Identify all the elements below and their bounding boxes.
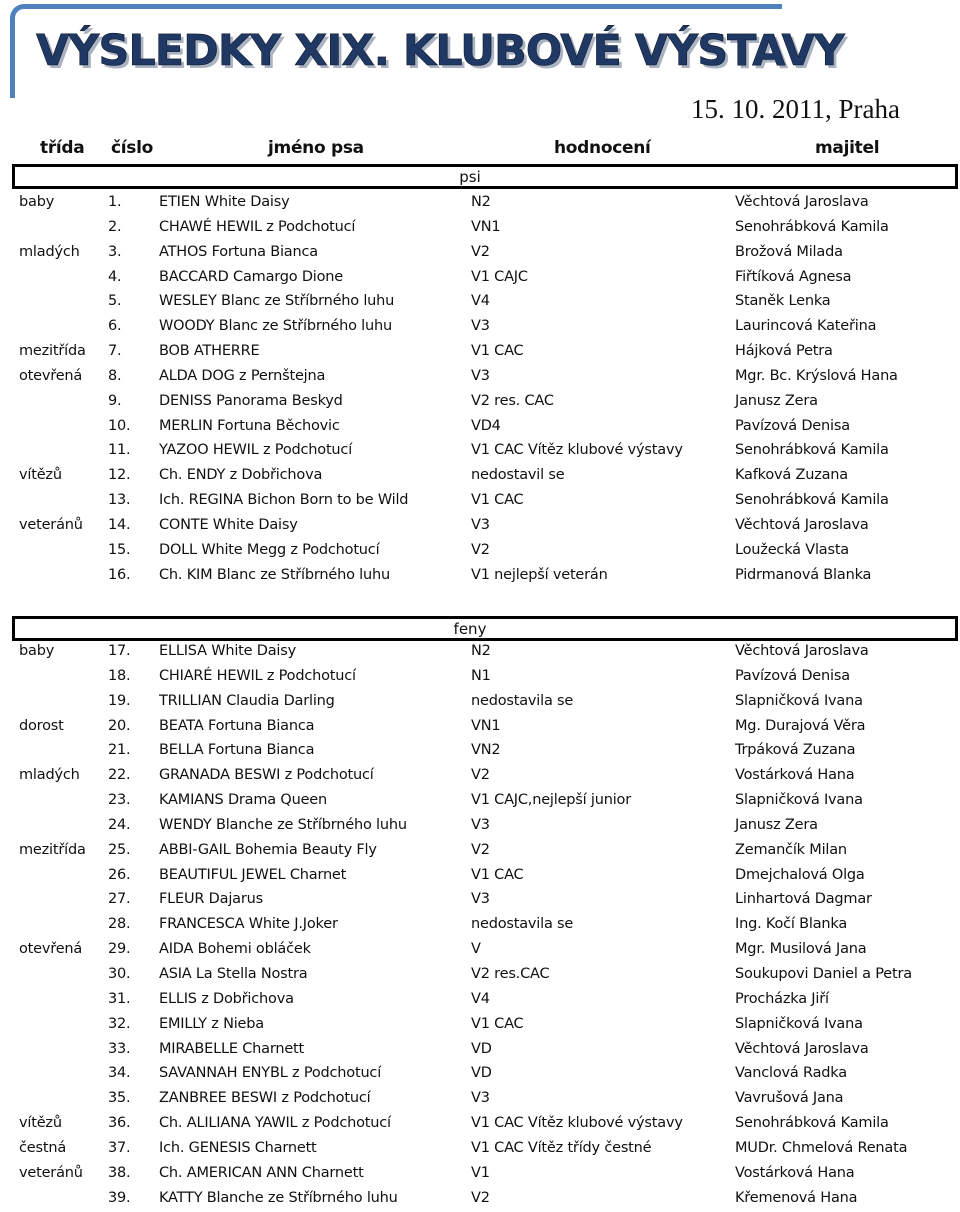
dog-name-cell: BEATA Fortuna Bianca: [159, 717, 315, 734]
owner-cell: Procházka Jiří: [735, 990, 829, 1007]
table-row: [0, 1014, 960, 1039]
header-dog-name: jméno psa: [268, 138, 364, 158]
dog-name-cell: ELLIS z Dobřichova: [159, 990, 294, 1007]
dog-name-cell: BOB ATHERRE: [159, 343, 260, 360]
results-table-males: [0, 192, 960, 590]
grade-cell: V4: [471, 990, 490, 1007]
dog-name-cell: FRANCESCA White J.Joker: [159, 916, 338, 933]
table-row: [0, 1188, 960, 1212]
grade-cell: VN1: [471, 717, 501, 734]
grade-cell: V1 CAC: [471, 343, 524, 360]
class-cell: vítězů: [19, 467, 62, 484]
number-cell: 25.: [108, 841, 131, 858]
table-row: [0, 465, 960, 490]
grade-cell: VD: [471, 1040, 492, 1057]
grade-cell: nedostavila se: [471, 916, 574, 933]
number-cell: 37.: [108, 1139, 131, 1156]
dog-name-cell: Ch. ENDY z Dobřichova: [159, 467, 323, 484]
dog-name-cell: ZANBREE BESWI z Podchotucí: [159, 1090, 371, 1107]
table-row: [0, 515, 960, 540]
owner-cell: Senohrábková Kamila: [735, 442, 889, 459]
class-cell: otevřená: [19, 941, 83, 958]
grade-cell: V2 res. CAC: [471, 392, 554, 409]
owner-cell: Věchtová Jaroslava: [735, 643, 869, 659]
number-cell: 18.: [108, 667, 131, 684]
table-row: [0, 440, 960, 465]
grade-cell: N1: [471, 667, 491, 684]
owner-cell: Pidrmanová Blanka: [735, 566, 872, 583]
dog-name-cell: Ch. AMERICAN ANN Charnett: [159, 1164, 364, 1181]
number-cell: 24.: [108, 816, 131, 833]
number-cell: 11.: [108, 442, 131, 459]
dog-name-cell: FLEUR Dajarus: [159, 891, 263, 908]
number-cell: 21.: [108, 742, 131, 759]
owner-cell: Janusz Zera: [735, 816, 818, 833]
table-row: [0, 1088, 960, 1113]
grade-cell: VD: [471, 1065, 492, 1082]
table-row: [0, 341, 960, 366]
dog-name-cell: KATTY Blanche ze Stříbrného luhu: [159, 1189, 398, 1206]
table-row: [0, 939, 960, 964]
class-cell: mladých: [19, 767, 80, 784]
number-cell: 22.: [108, 767, 131, 784]
grade-cell: V3: [471, 816, 490, 833]
grade-cell: nedostavila se: [471, 692, 574, 709]
number-cell: 3.: [108, 243, 122, 260]
section-bar-females: [12, 616, 958, 641]
table-row: [0, 666, 960, 691]
grade-cell: V1: [471, 1164, 490, 1181]
table-row: [0, 1039, 960, 1064]
grade-cell: VN2: [471, 742, 501, 759]
number-cell: 28.: [108, 916, 131, 933]
owner-cell: Laurincová Kateřina: [735, 318, 877, 335]
number-cell: 35.: [108, 1090, 131, 1107]
number-cell: 13.: [108, 492, 131, 509]
owner-cell: Loužecká Vlasta: [735, 541, 849, 558]
owner-cell: Mg. Durajová Věra: [735, 717, 866, 734]
grade-cell: V1 CAC: [471, 866, 524, 883]
table-row: [0, 1163, 960, 1188]
dog-name-cell: Ich. REGINA Bichon Born to be Wild: [159, 492, 409, 509]
table-row: [0, 716, 960, 741]
owner-cell: Vostárková Hana: [735, 767, 855, 784]
dog-name-cell: YAZOO HEWIL z Podchotucí: [159, 442, 353, 459]
owner-cell: Pavízová Denisa: [735, 417, 850, 434]
table-row: [0, 565, 960, 590]
section-label: psi: [459, 168, 481, 186]
owner-cell: Ing. Kočí Blanka: [735, 916, 848, 933]
number-cell: 10.: [108, 417, 131, 434]
section-label: feny: [453, 620, 487, 638]
dog-name-cell: GRANADA BESWI z Podchotucí: [159, 767, 374, 784]
owner-cell: Soukupovi Daniel a Petra: [735, 965, 912, 982]
dog-name-cell: ELLISA White Daisy: [159, 643, 296, 659]
owner-cell: Senohrábková Kamila: [735, 218, 889, 235]
owner-cell: Senohrábková Kamila: [735, 492, 889, 509]
number-cell: 16.: [108, 566, 131, 583]
owner-cell: Janusz Zera: [735, 392, 818, 409]
number-cell: 29.: [108, 941, 131, 958]
table-row: [0, 267, 960, 292]
grade-cell: V1 CAJC: [471, 268, 528, 285]
number-cell: 32.: [108, 1015, 131, 1032]
dog-name-cell: MIRABELLE Charnett: [159, 1040, 305, 1057]
dog-name-cell: BACCARD Camargo Dione: [159, 268, 344, 285]
number-cell: 4.: [108, 268, 122, 285]
owner-cell: Slapničková Ivana: [735, 1015, 863, 1032]
owner-cell: Dmejchalová Olga: [735, 866, 865, 883]
dog-name-cell: ALDA DOG z Pernštejna: [159, 367, 326, 384]
number-cell: 2.: [108, 218, 122, 235]
owner-cell: Slapničková Ivana: [735, 692, 863, 709]
grade-cell: V2: [471, 767, 490, 784]
number-cell: 9.: [108, 392, 122, 409]
header-number: číslo: [111, 138, 154, 158]
grade-cell: V1 CAC Vítěz klubové výstavy: [471, 442, 683, 459]
grade-cell: V3: [471, 318, 490, 335]
dog-name-cell: BEAUTIFUL JEWEL Charnet: [159, 866, 347, 883]
number-cell: 15.: [108, 541, 131, 558]
dog-name-cell: WESLEY Blanc ze Stříbrného luhu: [159, 293, 395, 310]
owner-cell: Vavrušová Jana: [735, 1090, 844, 1107]
table-row: [0, 691, 960, 716]
table-row: [0, 889, 960, 914]
number-cell: 5.: [108, 293, 122, 310]
dog-name-cell: AIDA Bohemi obláček: [159, 941, 311, 958]
class-cell: veteránů: [19, 516, 83, 533]
owner-cell: Senohrábková Kamila: [735, 1115, 889, 1132]
number-cell: 31.: [108, 990, 131, 1007]
owner-cell: Linhartová Dagmar: [735, 891, 872, 908]
owner-cell: Kafková Zuzana: [735, 467, 848, 484]
table-row: [0, 840, 960, 865]
number-cell: 34.: [108, 1065, 131, 1082]
class-cell: veteránů: [19, 1164, 83, 1181]
table-row: [0, 192, 960, 217]
header-grade: hodnocení: [554, 138, 651, 158]
class-cell: mezitřída: [19, 841, 86, 858]
table-row: [0, 217, 960, 242]
class-cell: mladých: [19, 243, 80, 260]
grade-cell: V2: [471, 1189, 490, 1206]
class-cell: baby: [19, 194, 55, 210]
dog-name-cell: CHAWÉ HEWIL z Podchotucí: [159, 218, 356, 235]
dog-name-cell: WENDY Blanche ze Stříbrného luhu: [159, 816, 407, 833]
owner-cell: Křemenová Hana: [735, 1189, 858, 1206]
grade-cell: V1 CAC Vítěz třídy čestné: [471, 1139, 652, 1156]
table-row: [0, 291, 960, 316]
number-cell: 20.: [108, 717, 131, 734]
table-row: [0, 964, 960, 989]
owner-cell: Hájková Petra: [735, 343, 833, 360]
dog-name-cell: DOLL White Megg z Podchotucí: [159, 541, 380, 558]
number-cell: 19.: [108, 692, 131, 709]
grade-cell: V2: [471, 541, 490, 558]
section-bar-males: [12, 164, 958, 189]
dog-name-cell: Ich. GENESIS Charnett: [159, 1139, 317, 1156]
number-cell: 17.: [108, 643, 131, 659]
dog-name-cell: MERLIN Fortuna Běchovic: [159, 417, 340, 434]
table-row: [0, 416, 960, 441]
number-cell: 23.: [108, 792, 131, 809]
table-row: [0, 815, 960, 840]
header-owner: majitel: [815, 138, 880, 158]
owner-cell: Trpáková Zuzana: [735, 742, 856, 759]
owner-cell: Pavízová Denisa: [735, 667, 850, 684]
number-cell: 14.: [108, 516, 131, 533]
table-row: [0, 1113, 960, 1138]
number-cell: 6.: [108, 318, 122, 335]
owner-cell: Věchtová Jaroslava: [735, 1040, 869, 1057]
class-cell: otevřená: [19, 367, 83, 384]
table-row: [0, 865, 960, 890]
owner-cell: Vostárková Hana: [735, 1164, 855, 1181]
number-cell: 7.: [108, 343, 122, 360]
table-row: [0, 490, 960, 515]
table-row: [0, 989, 960, 1014]
owner-cell: Brožová Milada: [735, 243, 843, 260]
grade-cell: N2: [471, 643, 491, 659]
number-cell: 1.: [108, 194, 122, 210]
number-cell: 12.: [108, 467, 131, 484]
grade-cell: V3: [471, 891, 490, 908]
table-row: [0, 316, 960, 341]
owner-cell: Věchtová Jaroslava: [735, 194, 869, 210]
owner-cell: Vanclová Radka: [735, 1065, 847, 1082]
dog-name-cell: SAVANNAH ENYBL z Podchotucí: [159, 1065, 382, 1082]
class-cell: dorost: [19, 717, 64, 734]
owner-cell: Zemančík Milan: [735, 841, 847, 858]
dog-name-cell: ETIEN White Daisy: [159, 194, 290, 210]
dog-name-cell: CONTE White Daisy: [159, 516, 298, 533]
dog-name-cell: Ch. ALILIANA YAWIL z Podchotucí: [159, 1115, 391, 1132]
class-cell: mezitřída: [19, 343, 86, 360]
number-cell: 30.: [108, 965, 131, 982]
dog-name-cell: CHIARÉ HEWIL z Podchotucí: [159, 667, 356, 684]
dog-name-cell: ABBI-GAIL Bohemia Beauty Fly: [159, 841, 377, 858]
grade-cell: V2: [471, 243, 490, 260]
owner-cell: Slapničková Ivana: [735, 792, 863, 809]
page-title: VÝSLEDKY XIX. KLUBOVÉ VÝSTAVY: [36, 26, 844, 76]
owner-cell: MUDr. Chmelová Renata: [735, 1139, 908, 1156]
owner-cell: Mgr. Bc. Krýslová Hana: [735, 367, 898, 384]
dog-name-cell: KAMIANS Drama Queen: [159, 792, 328, 809]
grade-cell: V: [471, 941, 481, 958]
table-row: [0, 914, 960, 939]
dog-name-cell: BELLA Fortuna Bianca: [159, 742, 315, 759]
number-cell: 27.: [108, 891, 131, 908]
number-cell: 38.: [108, 1164, 131, 1181]
grade-cell: V3: [471, 1090, 490, 1107]
class-cell: baby: [19, 643, 55, 659]
table-row: [0, 641, 960, 666]
dog-name-cell: WOODY Blanc ze Stříbrného luhu: [159, 318, 392, 335]
table-row: [0, 765, 960, 790]
grade-cell: nedostavil se: [471, 467, 565, 484]
grade-cell: V4: [471, 293, 490, 310]
owner-cell: Mgr. Musilová Jana: [735, 941, 867, 958]
class-cell: vítězů: [19, 1115, 62, 1132]
grade-cell: V3: [471, 516, 490, 533]
dog-name-cell: Ch. KIM Blanc ze Stříbrného luhu: [159, 566, 390, 583]
dog-name-cell: DENISS Panorama Beskyd: [159, 392, 343, 409]
owner-cell: Staněk Lenka: [735, 293, 831, 310]
grade-cell: V3: [471, 367, 490, 384]
grade-cell: V1 CAC: [471, 1015, 524, 1032]
column-headers: [0, 138, 960, 164]
table-row: [0, 540, 960, 565]
number-cell: 39.: [108, 1189, 131, 1206]
grade-cell: V1 CAC: [471, 492, 524, 509]
dog-name-cell: TRILLIAN Claudia Darling: [159, 692, 335, 709]
dog-name-cell: ASIA La Stella Nostra: [159, 965, 308, 982]
grade-cell: V2 res.CAC: [471, 965, 550, 982]
table-row: [0, 1138, 960, 1163]
grade-cell: VN1: [471, 218, 501, 235]
table-row: [0, 242, 960, 267]
results-table-females: [0, 641, 960, 1212]
grade-cell: V2: [471, 841, 490, 858]
owner-cell: Fiřtíková Agnesa: [735, 268, 852, 285]
number-cell: 8.: [108, 367, 122, 384]
number-cell: 33.: [108, 1040, 131, 1057]
table-row: [0, 1063, 960, 1088]
grade-cell: N2: [471, 194, 491, 210]
grade-cell: V1 nejlepší veterán: [471, 566, 608, 583]
table-row: [0, 790, 960, 815]
header-class: třída: [40, 138, 85, 158]
table-row: [0, 366, 960, 391]
grade-cell: VD4: [471, 417, 501, 434]
grade-cell: V1 CAC Vítěz klubové výstavy: [471, 1115, 683, 1132]
table-row: [0, 391, 960, 416]
owner-cell: Věchtová Jaroslava: [735, 516, 869, 533]
dog-name-cell: ATHOS Fortuna Bianca: [159, 243, 318, 260]
class-cell: čestná: [19, 1139, 67, 1156]
number-cell: 26.: [108, 866, 131, 883]
date-place: 15. 10. 2011, Praha: [691, 94, 900, 124]
table-row: [0, 740, 960, 765]
dog-name-cell: EMILLY z Nieba: [159, 1015, 264, 1032]
number-cell: 36.: [108, 1115, 131, 1132]
grade-cell: V1 CAJC,nejlepší junior: [471, 792, 631, 809]
